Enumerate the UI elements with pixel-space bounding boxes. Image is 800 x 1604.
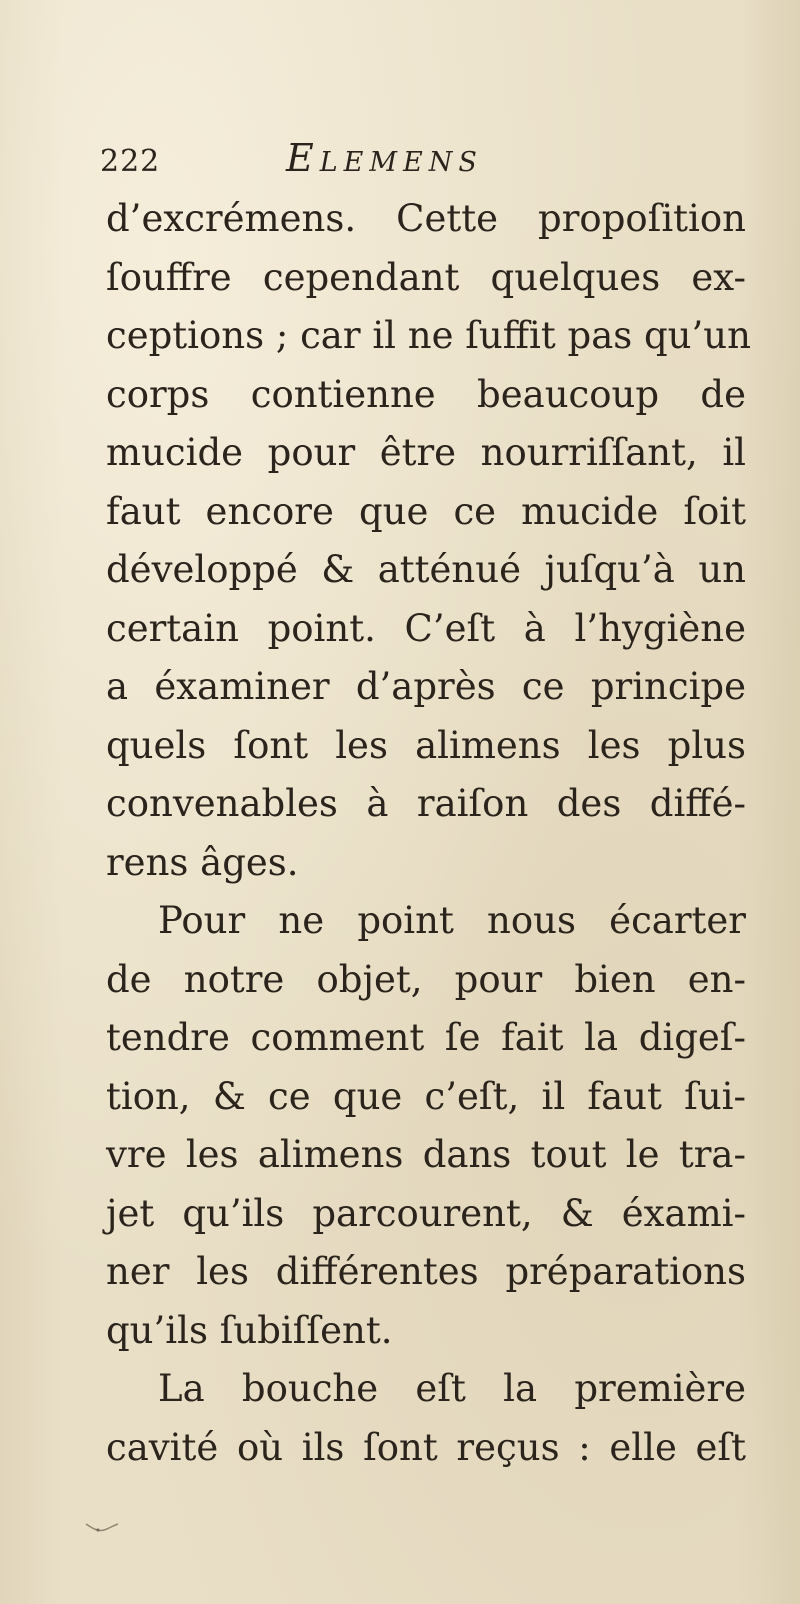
running-title: Elemens [286,136,483,180]
text-line: rens âges. [106,840,299,884]
running-head [100,136,700,186]
text-line: quels ſont les alimens les plus [106,723,746,767]
text-line: certain point. C’eſt à l’hygiène [106,606,746,650]
text-line: cavité où ils ſont reçus : elle eſt [106,1425,746,1469]
text-line: ſouffre cependant quelques ex- [106,255,746,299]
text-line: ceptions ; car il ne ſuffit pas qu’un [106,314,751,357]
paragraph-start-line: Pour ne point nous écarter [158,899,746,942]
text-line: a éxaminer d’après ce principe [106,665,746,708]
text-line: corps contienne beaucoup de [106,372,746,416]
page-number: 222 [100,144,161,179]
paragraph-start-line: La bouche eſt la première [158,1367,746,1410]
text-line: faut encore que ce mucide ſoit [106,489,746,533]
ink-speck-mark [84,1518,124,1538]
text-line: développé & atténué juſqu’à un [106,548,746,591]
text-line: tion, & ce que c’eſt, il faut ſui- [106,1074,746,1118]
text-line: ner les différentes préparations [106,1250,746,1293]
body-text [106,190,751,1477]
text-line: d’excrémens. Cette propoſition [106,197,746,240]
text-line: convenables à raiſon des diffé- [106,782,746,825]
text-line: mucide pour être nourriſſant, il [106,431,746,474]
text-line: jet qu’ils parcourent, & éxami- [106,1191,746,1235]
text-line: de notre objet, pour bien en- [106,957,746,1001]
text-line: vre les alimens dans tout le tra- [106,1133,746,1176]
text-line: tendre comment ſe fait la digeſ- [106,1016,746,1059]
text-line: qu’ils ſubiſſent. [106,1308,393,1352]
